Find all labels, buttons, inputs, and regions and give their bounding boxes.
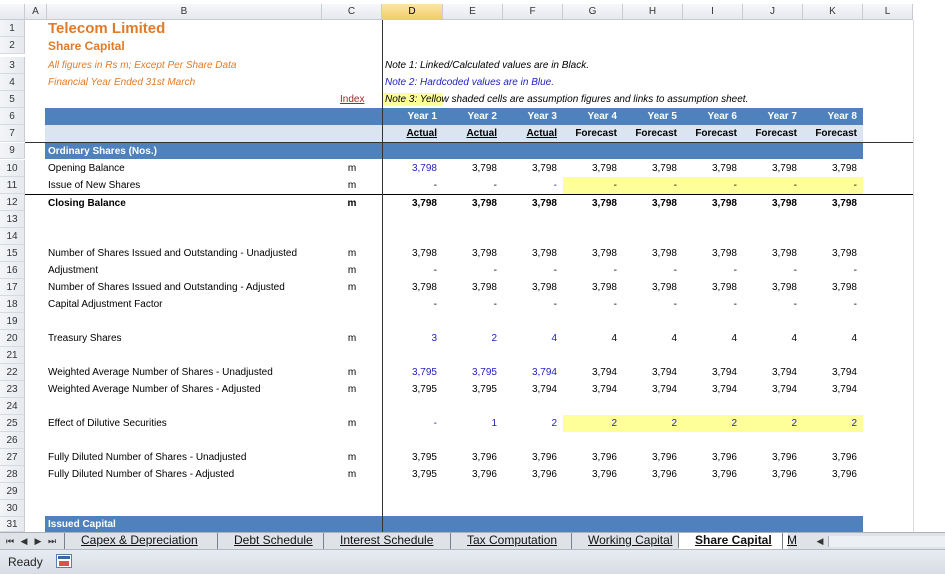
tab-working-capital[interactable]: Working Capital — [571, 533, 688, 549]
value-cell-year-6[interactable]: - — [683, 177, 743, 194]
value-cell-year-4[interactable]: 3,798 — [591, 163, 617, 174]
section-issued-label: Issued Capital — [48, 518, 116, 530]
period-type-1: Actual — [406, 128, 437, 139]
value-cell-year-4[interactable]: 4 — [611, 333, 617, 344]
value-cell-year-2[interactable]: 3,798 — [471, 163, 497, 174]
period-type-5: Forecast — [635, 128, 677, 139]
units-note: All figures in Rs m; Except Per Share Data — [48, 60, 237, 71]
value-cell-year-1[interactable]: 3,795 — [411, 367, 437, 378]
unit-cell[interactable]: m — [347, 367, 357, 378]
row-header-5[interactable]: 5 — [0, 91, 25, 108]
value-cell-year-5[interactable]: 3,798 — [651, 197, 677, 209]
row-header-27[interactable]: 27 — [0, 449, 25, 466]
value-cell-year-1[interactable]: 3,795 — [411, 452, 437, 463]
period-type-8: Forecast — [815, 128, 857, 139]
row-18 — [25, 296, 913, 313]
status-ready: Ready — [8, 555, 43, 569]
col-header-D[interactable]: D — [382, 4, 443, 20]
row-3 — [25, 57, 913, 74]
period-type-2: Actual — [466, 128, 497, 139]
value-cell-year-5[interactable]: 3,794 — [651, 367, 677, 378]
unit-cell[interactable]: m — [347, 265, 357, 276]
value-cell-year-3[interactable]: 3,794 — [531, 367, 557, 378]
row-label[interactable]: Treasury Shares — [48, 333, 122, 344]
unit-cell[interactable]: m — [347, 248, 357, 259]
row-header-23[interactable]: 23 — [0, 381, 25, 398]
worksheet-grid[interactable] — [25, 20, 945, 532]
row-23 — [25, 381, 913, 398]
value-cell-year-3[interactable]: 4 — [551, 333, 557, 344]
row-label[interactable]: Adjustment — [48, 265, 99, 276]
row-header-6[interactable]: 6 — [0, 108, 25, 125]
value-cell-year-4[interactable]: 3,798 — [591, 248, 617, 259]
value-cell-year-8[interactable]: 3,798 — [831, 282, 857, 293]
col-header-E[interactable]: E — [443, 4, 503, 20]
value-cell-year-5[interactable]: 3,798 — [651, 163, 677, 174]
value-cell-year-7[interactable]: 3,794 — [771, 367, 797, 378]
row-label[interactable]: Fully Diluted Number of Shares - Unadjusted — [48, 452, 247, 463]
unit-cell[interactable]: m — [347, 333, 357, 344]
row-15 — [25, 245, 913, 262]
value-cell-year-2[interactable]: 2 — [491, 333, 497, 344]
value-cell-year-2[interactable]: 3,795 — [471, 384, 497, 395]
row-header-4[interactable]: 4 — [0, 74, 25, 91]
year-header-1: Year 1 — [407, 111, 437, 122]
macro-record-icon[interactable] — [56, 554, 72, 568]
value-cell-year-5[interactable]: 4 — [671, 333, 677, 344]
value-cell-year-7[interactable]: 3,794 — [771, 384, 797, 395]
value-cell-year-7[interactable]: 3,796 — [771, 452, 797, 463]
row-27 — [25, 449, 913, 466]
value-cell-year-5[interactable]: 3,796 — [651, 469, 677, 480]
value-cell-year-6[interactable]: 3,798 — [711, 163, 737, 174]
row-label[interactable]: Weighted Average Number of Shares - Adjusted — [48, 384, 261, 395]
unit-cell[interactable]: m — [347, 180, 357, 191]
tab-scroll-left-icon[interactable]: ◀ — [816, 536, 824, 546]
value-cell-year-1[interactable]: 3,798 — [411, 282, 437, 293]
column-header-bar — [0, 0, 945, 20]
row-header-18[interactable]: 18 — [0, 296, 25, 313]
value-cell-year-1[interactable]: - — [433, 180, 437, 191]
row-2 — [25, 37, 913, 54]
value-cell-year-5[interactable]: - — [673, 265, 677, 276]
row-label[interactable]: Issue of New Shares — [48, 180, 141, 191]
value-cell-year-7[interactable]: 3,798 — [771, 197, 797, 209]
row-header-11[interactable]: 11 — [0, 177, 25, 194]
value-cell-year-3[interactable]: 3,796 — [531, 469, 557, 480]
status-bar — [0, 549, 945, 574]
tab-m[interactable]: M — [782, 533, 801, 549]
row-16 — [25, 262, 913, 279]
col-header-B[interactable]: B — [47, 4, 322, 20]
value-cell-year-1[interactable]: 3,795 — [411, 384, 437, 395]
value-cell-year-3[interactable]: - — [553, 299, 557, 310]
note-2: Note 2: Hardcoded values are in Blue. — [385, 77, 554, 88]
col-header-G[interactable]: G — [563, 4, 623, 20]
row-header-24[interactable]: 24 — [0, 398, 25, 415]
row-header-10[interactable]: 10 — [0, 160, 25, 177]
value-cell-year-1[interactable]: 3 — [431, 333, 437, 344]
value-cell-year-3[interactable]: 3,794 — [531, 384, 557, 395]
row-label[interactable]: Effect of Dilutive Securities — [48, 418, 167, 429]
column-L-area — [913, 20, 945, 532]
year-header-3: Year 3 — [527, 111, 557, 122]
sheet-tab-bar — [0, 532, 945, 549]
value-cell-year-4[interactable]: - — [563, 177, 623, 194]
value-cell-year-1[interactable]: 3,798 — [411, 163, 437, 174]
value-cell-year-4[interactable]: 3,798 — [591, 282, 617, 293]
value-cell-year-3[interactable]: - — [553, 180, 557, 191]
row-header-1[interactable]: 1 — [0, 20, 25, 37]
unit-cell[interactable] — [322, 296, 382, 313]
row-header-25[interactable]: 25 — [0, 415, 25, 432]
year-note: Financial Year Ended 31st March — [48, 77, 196, 88]
value-cell-year-6[interactable]: 3,796 — [711, 469, 737, 480]
value-cell-year-7[interactable]: 3,796 — [771, 469, 797, 480]
prev-sheet-icon[interactable]: ◀ — [20, 536, 28, 546]
row-header-17[interactable]: 17 — [0, 279, 25, 296]
value-cell-year-7[interactable]: 3,798 — [771, 163, 797, 174]
value-cell-year-5[interactable]: 3,798 — [651, 248, 677, 259]
section-ordinary-label: Ordinary Shares (Nos.) — [48, 145, 157, 157]
value-cell-year-1[interactable]: 3,795 — [411, 469, 437, 480]
next-sheet-icon[interactable]: ▶ — [34, 536, 42, 546]
value-cell-year-6[interactable]: 2 — [683, 415, 743, 432]
value-cell-year-1[interactable]: - — [433, 299, 437, 310]
row-12 — [25, 194, 913, 211]
value-cell-year-5[interactable]: 3,794 — [651, 384, 677, 395]
value-cell-year-3[interactable]: 3,798 — [531, 248, 557, 259]
period-type-7: Forecast — [755, 128, 797, 139]
value-cell-year-2[interactable]: 3,795 — [471, 367, 497, 378]
value-cell-year-4[interactable]: - — [613, 265, 617, 276]
row-header-31[interactable]: 31 — [0, 517, 25, 532]
value-cell-year-7[interactable]: 4 — [791, 333, 797, 344]
tab-interest-schedule[interactable]: Interest Schedule — [323, 533, 449, 549]
row-header-15[interactable]: 15 — [0, 245, 25, 262]
value-cell-year-1[interactable]: - — [433, 418, 437, 429]
value-cell-year-2[interactable]: 3,798 — [471, 248, 497, 259]
value-cell-year-7[interactable]: 3,798 — [771, 248, 797, 259]
value-cell-year-4[interactable]: 2 — [563, 415, 623, 432]
col-header-H[interactable]: H — [623, 4, 683, 20]
row-4 — [25, 74, 913, 91]
period-type-6: Forecast — [695, 128, 737, 139]
value-cell-year-5[interactable]: - — [673, 299, 677, 310]
value-cell-year-8[interactable]: 3,798 — [831, 163, 857, 174]
value-cell-year-5[interactable]: - — [623, 177, 683, 194]
row-10 — [25, 160, 913, 177]
unit-cell[interactable]: m — [347, 197, 357, 209]
row-11 — [25, 177, 913, 194]
value-cell-year-2[interactable]: - — [493, 265, 497, 276]
row-header-26[interactable]: 26 — [0, 432, 25, 449]
row-header-29[interactable]: 29 — [0, 483, 25, 500]
value-cell-year-4[interactable]: 3,794 — [591, 367, 617, 378]
value-cell-year-4[interactable]: 3,796 — [591, 469, 617, 480]
col-header-C[interactable]: C — [322, 4, 382, 20]
freeze-pane-vertical — [382, 20, 383, 532]
value-cell-year-6[interactable]: - — [733, 265, 737, 276]
value-cell-year-3[interactable]: 3,798 — [531, 163, 557, 174]
value-cell-year-7[interactable]: 2 — [743, 415, 803, 432]
value-cell-year-1[interactable]: - — [433, 265, 437, 276]
company-title: Telecom Limited — [48, 20, 166, 37]
value-cell-year-6[interactable]: 3,798 — [711, 197, 737, 209]
row-label[interactable]: Number of Shares Issued and Outstanding - Adjusted — [48, 282, 285, 293]
row-header-21[interactable]: 21 — [0, 347, 25, 364]
year-header-7: Year 7 — [767, 111, 797, 122]
horizontal-scrollbar[interactable] — [828, 536, 945, 547]
value-cell-year-6[interactable]: 3,794 — [711, 367, 737, 378]
row-label[interactable]: Number of Shares Issued and Outstanding - Unadjusted — [48, 248, 298, 259]
row-header-2[interactable]: 2 — [0, 37, 25, 54]
value-cell-year-3[interactable]: 2 — [551, 418, 557, 429]
value-cell-year-4[interactable]: 3,794 — [591, 384, 617, 395]
col-header-A[interactable]: A — [25, 4, 47, 20]
year-header-5: Year 5 — [647, 111, 677, 122]
value-cell-year-6[interactable]: 3,798 — [711, 248, 737, 259]
value-cell-year-2[interactable]: 3,796 — [471, 452, 497, 463]
unit-cell[interactable]: m — [347, 418, 357, 429]
col-header-K[interactable]: K — [803, 4, 863, 20]
value-cell-year-7[interactable]: - — [793, 265, 797, 276]
value-cell-year-2[interactable]: 3,796 — [471, 469, 497, 480]
row-label[interactable]: Weighted Average Number of Shares - Unadjusted — [48, 367, 273, 378]
value-cell-year-2[interactable]: 3,798 — [471, 282, 497, 293]
value-cell-year-6[interactable]: 4 — [731, 333, 737, 344]
row-header-14[interactable]: 14 — [0, 228, 25, 245]
row-header-9[interactable]: 9 — [0, 143, 25, 159]
year-header-8: Year 8 — [827, 111, 857, 122]
value-cell-year-3[interactable]: - — [553, 265, 557, 276]
row-header-20[interactable]: 20 — [0, 330, 25, 347]
year-header-4: Year 4 — [587, 111, 617, 122]
row-20 — [25, 330, 913, 347]
row-28 — [25, 466, 913, 483]
select-all-corner[interactable] — [0, 4, 25, 20]
value-cell-year-2[interactable]: - — [493, 180, 497, 191]
row-header-22[interactable]: 22 — [0, 364, 25, 381]
last-sheet-icon[interactable]: ⏭ — [47, 536, 57, 546]
row-22 — [25, 364, 913, 381]
value-cell-year-5[interactable]: 3,796 — [651, 452, 677, 463]
value-cell-year-6[interactable]: 3,796 — [711, 452, 737, 463]
row-label[interactable]: Capital Adjustment Factor — [48, 299, 163, 310]
value-cell-year-8[interactable]: 4 — [851, 333, 857, 344]
value-cell-year-1[interactable]: 3,798 — [411, 197, 437, 209]
tab-debt-schedule[interactable]: Debt Schedule — [217, 533, 329, 549]
sheet-title: Share Capital — [48, 38, 125, 53]
section-issued-capital — [45, 516, 863, 532]
row-header-12[interactable]: 12 — [0, 194, 25, 211]
value-cell-year-8[interactable]: - — [853, 299, 857, 310]
value-cell-year-2[interactable]: 3,798 — [471, 197, 497, 209]
tab-capex-depreciation[interactable]: Capex & Depreciation — [64, 533, 214, 549]
value-cell-year-8[interactable]: 3,794 — [831, 384, 857, 395]
value-cell-year-7[interactable]: 3,798 — [771, 282, 797, 293]
col-header-J[interactable]: J — [743, 4, 803, 20]
period-type-4: Forecast — [575, 128, 617, 139]
type-header-band — [45, 125, 863, 142]
tab-tax-computation[interactable]: Tax Computation — [450, 533, 573, 549]
index-link[interactable]: Index — [340, 94, 365, 105]
row-header-13[interactable]: 13 — [0, 211, 25, 228]
value-cell-year-1[interactable]: 3,798 — [411, 248, 437, 259]
value-cell-year-3[interactable]: 3,798 — [531, 282, 557, 293]
value-cell-year-5[interactable]: 2 — [623, 415, 683, 432]
unit-cell[interactable]: m — [347, 282, 357, 293]
row-header-3[interactable]: 3 — [0, 57, 25, 74]
col-header-I[interactable]: I — [683, 4, 743, 20]
note-3-text: Note 3: Yellow shaded cells are assumption figures and links to assumption sheet. — [385, 94, 749, 105]
value-cell-year-5[interactable]: 3,798 — [651, 282, 677, 293]
row-1 — [25, 20, 913, 37]
row-label[interactable]: Fully Diluted Number of Shares - Adjusted — [48, 469, 235, 480]
value-cell-year-4[interactable]: 3,796 — [591, 452, 617, 463]
value-cell-year-4[interactable]: - — [613, 299, 617, 310]
value-cell-year-8[interactable]: 3,796 — [831, 452, 857, 463]
value-cell-year-2[interactable]: - — [493, 299, 497, 310]
value-cell-year-8[interactable]: 3,798 — [831, 248, 857, 259]
value-cell-year-8[interactable]: 3,794 — [831, 367, 857, 378]
section-ordinary-shares — [45, 143, 863, 159]
tab-share-capital[interactable]: Share Capital — [678, 533, 788, 549]
value-cell-year-8[interactable]: 2 — [803, 415, 863, 432]
row-label[interactable]: Opening Balance — [48, 163, 125, 174]
first-sheet-icon[interactable]: ⏮ — [5, 536, 15, 546]
row-header-16[interactable]: 16 — [0, 262, 25, 279]
year-header-2: Year 2 — [467, 111, 497, 122]
row-header-7[interactable]: 7 — [0, 125, 25, 142]
col-header-L[interactable]: L — [863, 4, 913, 20]
note-1: Note 1: Linked/Calculated values are in Black. — [385, 60, 590, 71]
row-header-28[interactable]: 28 — [0, 466, 25, 483]
value-cell-year-7[interactable]: - — [743, 177, 803, 194]
value-cell-year-6[interactable]: - — [733, 299, 737, 310]
note-3 — [385, 91, 748, 108]
value-cell-year-3[interactable]: 3,796 — [531, 452, 557, 463]
row-25 — [25, 415, 913, 432]
value-cell-year-7[interactable]: - — [793, 299, 797, 310]
period-type-3: Actual — [526, 128, 557, 139]
value-cell-year-4[interactable]: 3,798 — [591, 197, 617, 209]
value-cell-year-3[interactable]: 3,798 — [531, 197, 557, 209]
value-cell-year-2[interactable]: 1 — [491, 418, 497, 429]
value-cell-year-8[interactable]: - — [853, 265, 857, 276]
value-cell-year-6[interactable]: 3,794 — [711, 384, 737, 395]
year-header-band — [45, 108, 863, 125]
unit-cell[interactable]: m — [347, 384, 357, 395]
value-cell-year-6[interactable]: 3,798 — [711, 282, 737, 293]
value-cell-year-8[interactable]: - — [803, 177, 863, 194]
unit-cell[interactable]: m — [347, 452, 357, 463]
unit-cell[interactable]: m — [347, 469, 357, 480]
unit-cell[interactable]: m — [347, 163, 357, 174]
row-header-30[interactable]: 30 — [0, 500, 25, 517]
value-cell-year-8[interactable]: 3,796 — [831, 469, 857, 480]
row-17 — [25, 279, 913, 296]
row-5 — [25, 91, 913, 108]
year-header-6: Year 6 — [707, 111, 737, 122]
col-header-F[interactable]: F — [503, 4, 563, 20]
row-header-19[interactable]: 19 — [0, 313, 25, 330]
value-cell-year-8[interactable]: 3,798 — [831, 197, 857, 209]
row-label[interactable]: Closing Balance — [48, 197, 126, 209]
